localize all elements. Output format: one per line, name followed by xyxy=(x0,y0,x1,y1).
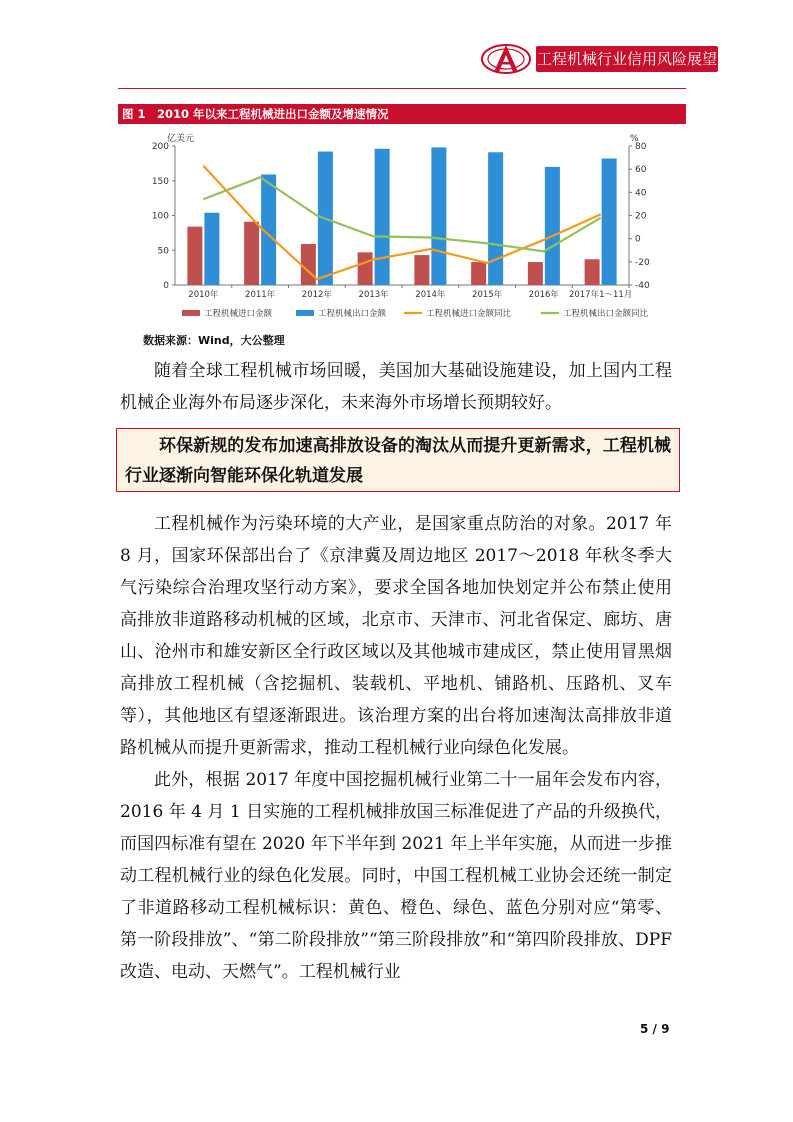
y-right-tick-label: 0 xyxy=(635,234,641,245)
bar-工程机械进口金额 xyxy=(358,252,373,285)
figure-title: 图 1 2010 年以来工程机械进出口金额及增速情况 xyxy=(118,104,686,124)
bar-工程机械进口金额 xyxy=(528,262,543,285)
x-tick-label: 2015年 xyxy=(472,290,503,300)
y-right-tick-label: -20 xyxy=(635,257,650,268)
import-export-chart xyxy=(118,128,686,328)
x-tick-label: 2017年1～11月 xyxy=(568,290,633,300)
header-divider xyxy=(118,88,686,89)
x-tick-label: 2014年 xyxy=(415,290,446,300)
bar-工程机械出口金额 xyxy=(431,147,446,285)
x-tick-label: 2012年 xyxy=(301,290,332,300)
legend-label: 工程机械进口金额同比 xyxy=(426,309,512,319)
legend-swatch-工程机械出口金额 xyxy=(296,310,314,316)
legend-swatch-工程机械进口金额 xyxy=(182,310,200,316)
page-header xyxy=(480,40,725,80)
x-tick-label: 2011年 xyxy=(245,290,276,300)
bar-工程机械出口金额 xyxy=(204,213,219,285)
bar-工程机械进口金额 xyxy=(414,255,429,285)
data-source: 数据来源：Wind，大公整理 xyxy=(143,334,285,347)
y-right-tick-label: 60 xyxy=(635,165,647,176)
y-right-tick-label: -40 xyxy=(635,281,650,291)
legend-label: 工程机械出口金额同比 xyxy=(563,309,649,319)
bar-工程机械进口金额 xyxy=(585,259,600,285)
y-right-unit: % xyxy=(630,134,639,144)
paragraph-emission-standards: 此外，根据 2017 年度中国挖掘机械行业第二十一届年会发布内容，2016 年 4 月 1 日实施的工程机械排放国三标准促进了产品的升级换代，而国四标准有望在 2020 年下半年到 2021 年上半年实施，从而进一步推动工程机械行业的绿色化发展。同时，中国工程机械工业协会还统一制定了非道路移动工程机械标识：黄色、橙色、绿色、蓝色分别对应“第零、第一阶段排放”、“第二阶段排放”“第三阶段排放”和“第四阶段排放、DPF 改造、电动、天燃气”。工程机械行业 xyxy=(120,770,672,982)
page-number: 5 / 9 xyxy=(640,1022,670,1036)
legend-label: 工程机械进口金额 xyxy=(204,309,273,319)
y-right-tick-label: 40 xyxy=(635,188,647,199)
paragraph-overseas-market: 随着全球工程机械市场回暖，美国加大基础设施建设，加上国内工程机械企业海外布局逐步深化，未来海外市场增长预期较好。 xyxy=(120,361,672,413)
bar-工程机械出口金额 xyxy=(375,149,390,285)
bar-工程机械进口金额 xyxy=(301,244,316,285)
y-left-tick-label: 200 xyxy=(151,142,169,152)
y-right-tick-label: 20 xyxy=(635,211,647,222)
x-tick-label: 2010年 xyxy=(188,290,219,300)
y-left-tick-label: 150 xyxy=(151,176,169,187)
legend-label: 工程机械出口金额 xyxy=(318,309,387,319)
bar-工程机械出口金额 xyxy=(602,159,617,285)
company-logo-icon xyxy=(480,42,532,76)
y-left-tick-label: 50 xyxy=(157,246,169,257)
x-tick-label: 2013年 xyxy=(358,290,389,300)
paragraph-environmental-policy: 工程机械作为污染环境的大产业，是国家重点防治的对象。2017 年 8 月，国家环保部出台了《京津冀及周边地区 2017～2018 年秋冬季大气污染综合治理攻坚行动方案》，要求全国各地加快划定并公布禁止使用高排放非道路移动机械的区域，北京市、天津市、河北省保定、廊坊、唐山、沧州市和雄安新区全行政区域以及其他城市建成区，禁止使用冒黑烟高排放工程机械（含挖掘机、装载机、平地机、铺路机、压路机、叉车等），其他地区有望逐渐跟进。该治理方案的出台将加速淘汰高排放非道路机械从而提升更新需求，推动工程机械行业向绿色化发展。 xyxy=(120,514,672,758)
bar-工程机械进口金额 xyxy=(244,222,259,285)
y-left-tick-label: 0 xyxy=(163,281,169,291)
bar-工程机械出口金额 xyxy=(488,152,503,285)
header-title: 工程机械行业信用风险展望 xyxy=(536,46,718,72)
bar-工程机械出口金额 xyxy=(545,167,560,285)
x-tick-label: 2016年 xyxy=(528,290,559,300)
y-right-tick-label: 80 xyxy=(635,142,647,152)
y-left-tick-label: 100 xyxy=(151,211,169,222)
y-left-unit: 亿美元 xyxy=(167,134,195,144)
section-callout: 环保新规的发布加速高排放设备的淘汰从而提升更新需求，工程机械行业逐渐向智能环保化轨道发展 xyxy=(116,428,680,492)
bar-工程机械进口金额 xyxy=(471,262,486,285)
bar-工程机械进口金额 xyxy=(187,227,202,285)
